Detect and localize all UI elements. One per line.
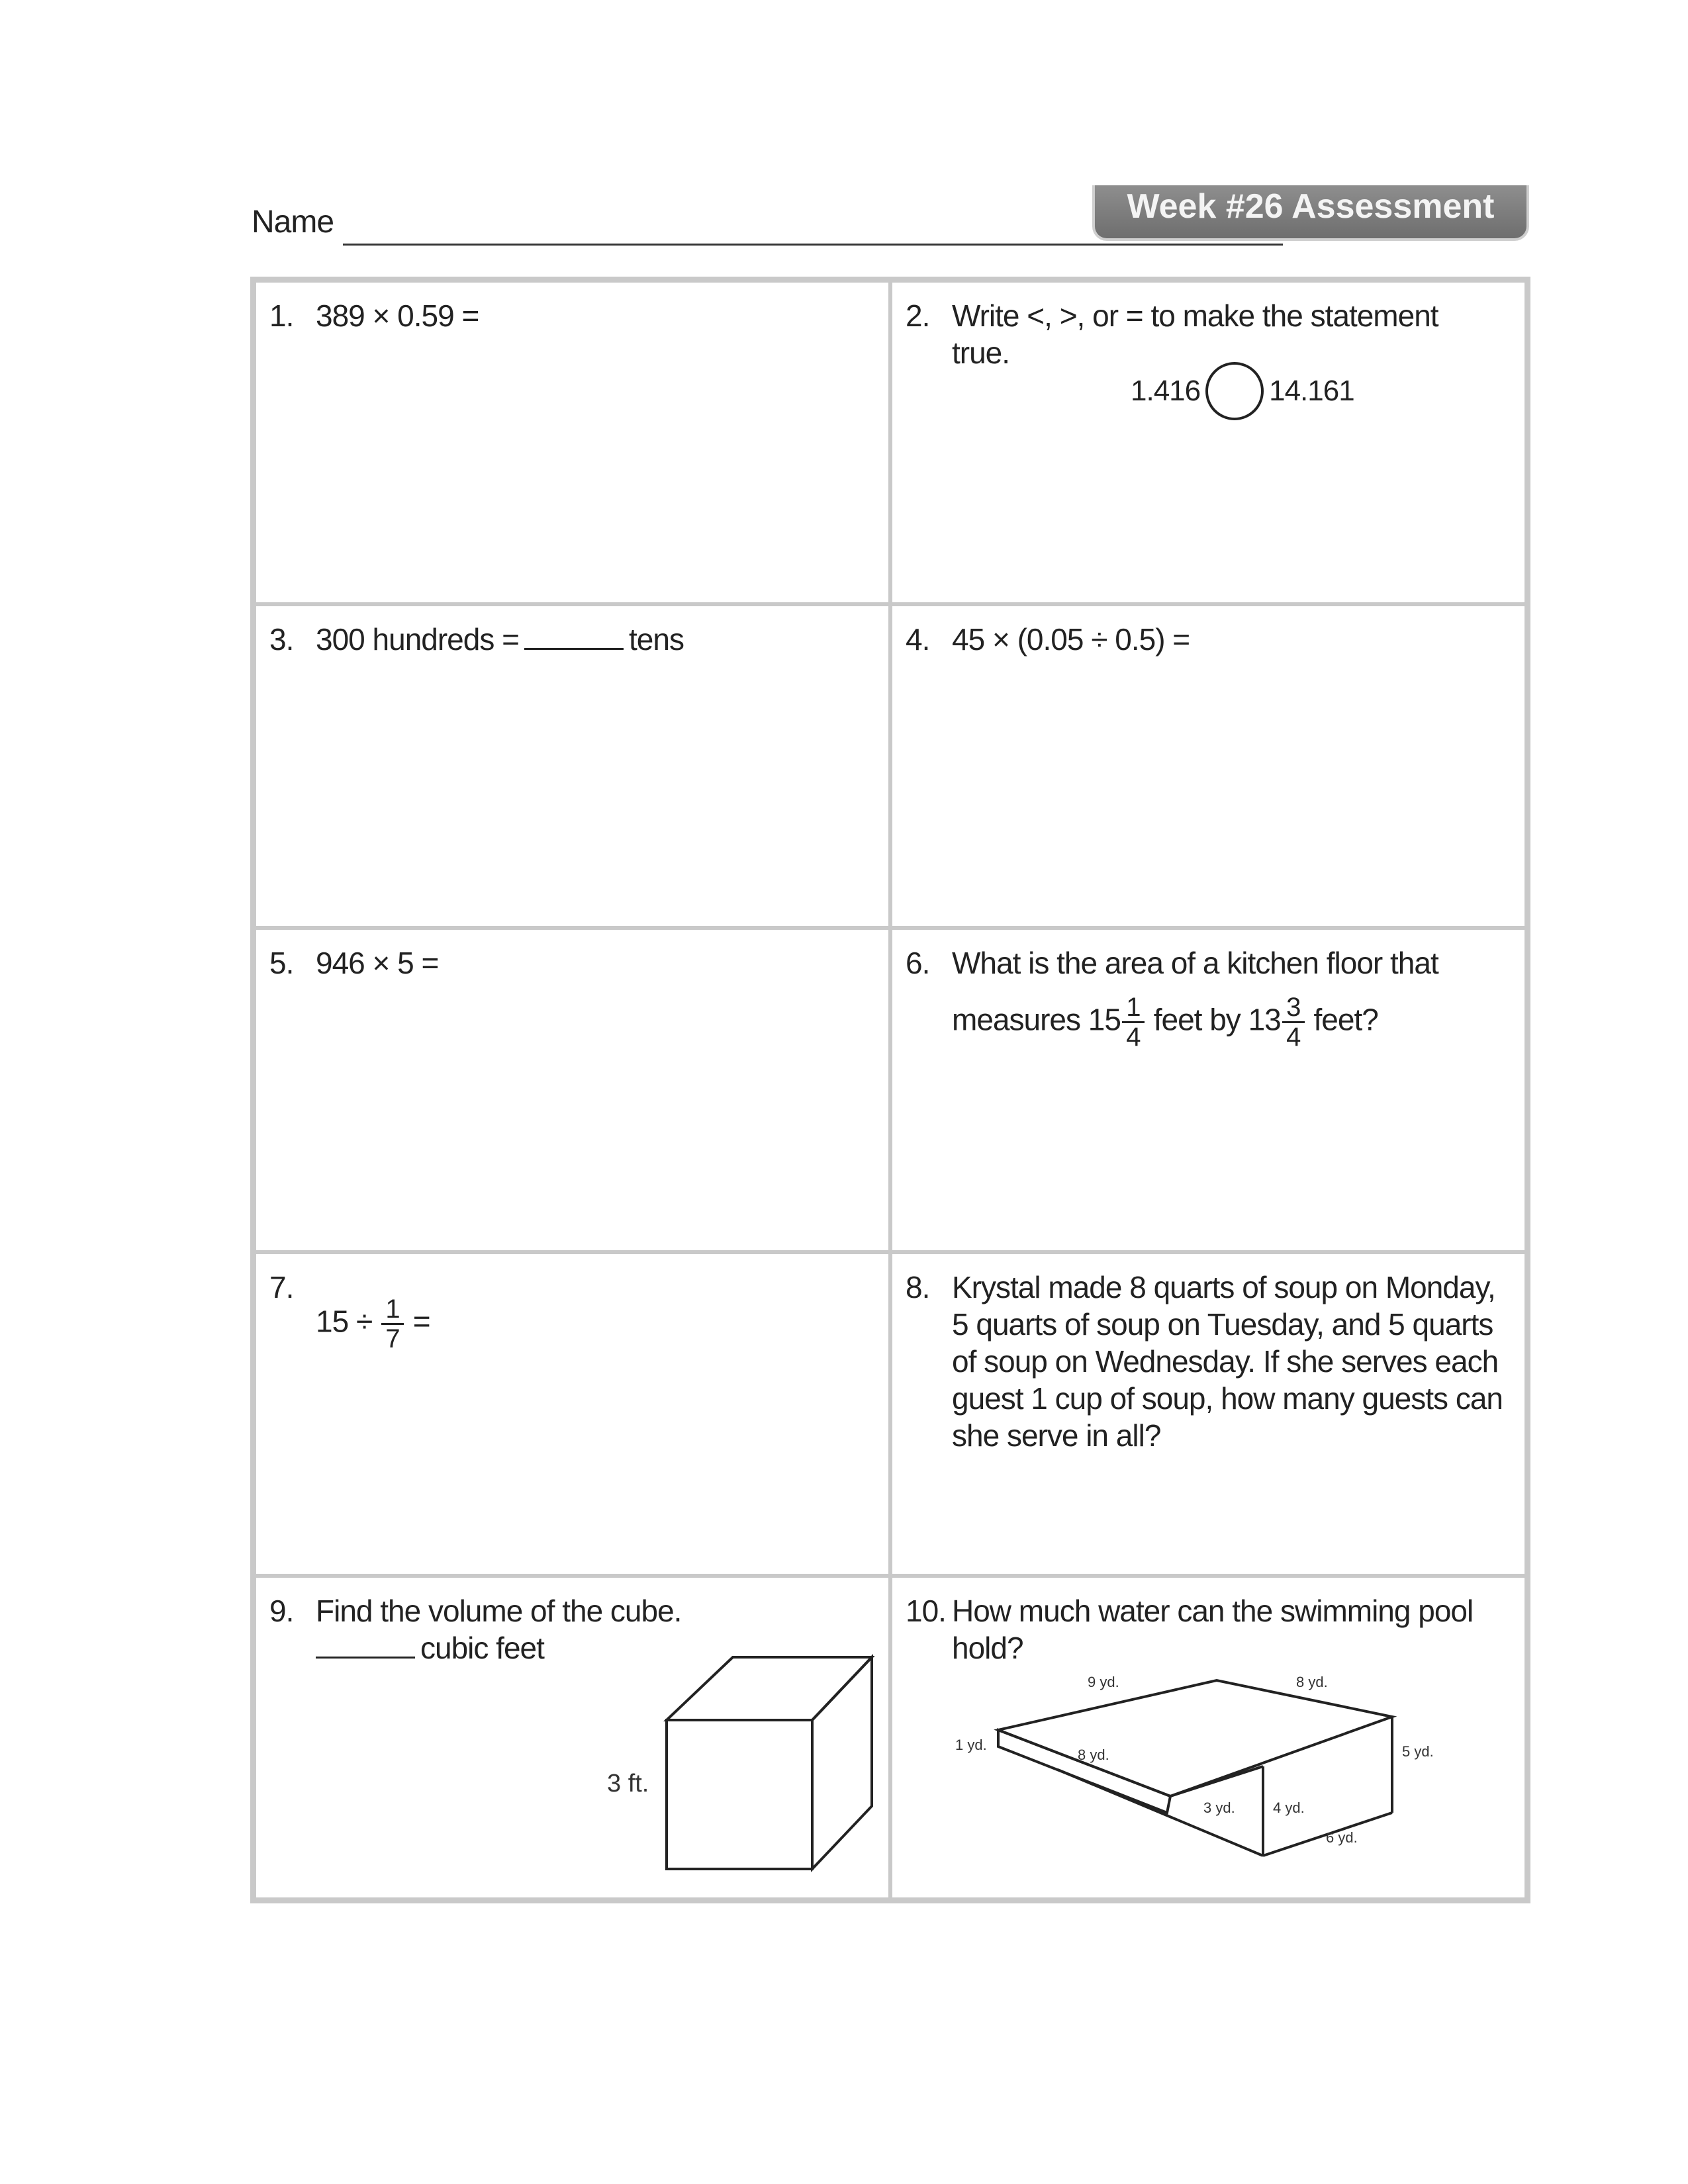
name-line[interactable] bbox=[343, 244, 1283, 246]
label-top-right: 8 yd. bbox=[1296, 1673, 1328, 1690]
label-bottom-b: 4 yd. bbox=[1273, 1799, 1305, 1816]
right-value: 14.161 bbox=[1269, 375, 1354, 407]
text-c: feet by 13 bbox=[1153, 1003, 1281, 1038]
question-1[interactable] bbox=[254, 281, 890, 604]
fraction-one-seventh bbox=[381, 1295, 404, 1353]
question-7[interactable] bbox=[254, 1252, 890, 1576]
question-number: 9. bbox=[269, 1593, 294, 1628]
question-number: 1. bbox=[269, 298, 294, 333]
unit-label: cubic feet bbox=[420, 1630, 544, 1665]
question-3[interactable] bbox=[254, 604, 890, 928]
question-text: Krystal made 8 quarts of soup on Monday, 5 quarts of soup on Tuesday, and 5 quarts of soup on Wednesday. If she serves each guest 1 cup of soup, how many guests can she serve in all? bbox=[952, 1269, 1503, 1453]
text-b: measures 15 bbox=[952, 1003, 1121, 1038]
question-number: 2. bbox=[906, 298, 930, 333]
question-number: 10. bbox=[906, 1593, 946, 1628]
label-bottom-c: 6 yd. bbox=[1326, 1829, 1358, 1846]
cube-side-face bbox=[812, 1657, 872, 1869]
question-8[interactable] bbox=[890, 1252, 1526, 1576]
fraction-numerator: 3 bbox=[1286, 993, 1301, 1023]
pool-step-edge bbox=[1170, 1766, 1263, 1796]
text-d: feet? bbox=[1313, 1003, 1378, 1038]
left-value: 1.416 bbox=[1131, 375, 1201, 407]
label-left-depth: 1 yd. bbox=[955, 1736, 987, 1753]
fraction-denominator: 7 bbox=[385, 1324, 400, 1353]
question-number: 6. bbox=[906, 946, 930, 981]
compare-circle[interactable] bbox=[1205, 362, 1264, 420]
question-5[interactable] bbox=[254, 928, 890, 1251]
question-text: 389 × 0.59 = bbox=[316, 298, 479, 333]
fraction-one-fourth bbox=[1122, 993, 1145, 1051]
fraction-denominator: 4 bbox=[1286, 1023, 1301, 1052]
question-text: Write <, >, or = to make the statement true. bbox=[952, 298, 1438, 370]
expression bbox=[316, 1295, 865, 1353]
text-before: 300 hundreds = bbox=[316, 622, 519, 657]
answer-blank[interactable] bbox=[524, 648, 624, 650]
cube-side-label: 3 ft. bbox=[607, 1769, 649, 1797]
fraction-numerator: 1 bbox=[1126, 993, 1141, 1023]
question-number: 5. bbox=[269, 946, 294, 981]
fraction-numerator: 1 bbox=[385, 1294, 400, 1324]
question-text: 946 × 5 = bbox=[316, 946, 439, 981]
question-grid bbox=[250, 277, 1530, 1903]
question-number: 4. bbox=[906, 622, 930, 657]
fraction-three-fourths bbox=[1282, 993, 1305, 1051]
pool-top-face bbox=[998, 1680, 1392, 1796]
label-right-depth: 5 yd. bbox=[1402, 1743, 1434, 1760]
week-badge: Week #26 Assessment bbox=[1092, 185, 1529, 241]
fraction-denominator: 4 bbox=[1126, 1023, 1141, 1052]
question-10[interactable] bbox=[890, 1576, 1526, 1899]
header bbox=[252, 185, 1529, 258]
expr-right: = bbox=[412, 1304, 430, 1339]
question-number: 8. bbox=[906, 1269, 930, 1304]
question-4[interactable] bbox=[890, 604, 1526, 928]
question-text bbox=[952, 944, 1501, 1051]
question-9[interactable] bbox=[254, 1576, 890, 1899]
label-inner: 8 yd. bbox=[1078, 1746, 1109, 1763]
cube-front-face bbox=[667, 1720, 812, 1869]
question-text: Find the volume of the cube. bbox=[316, 1593, 682, 1628]
label-bottom-a: 3 yd. bbox=[1203, 1799, 1235, 1816]
question-number: 3. bbox=[269, 622, 294, 657]
expr-left: 15 ÷ bbox=[316, 1304, 373, 1339]
pool-figure bbox=[892, 1578, 1526, 1899]
text-after: tens bbox=[629, 622, 684, 657]
question-6[interactable] bbox=[890, 928, 1526, 1251]
cube-figure bbox=[256, 1578, 890, 1899]
comparison-row bbox=[1131, 362, 1354, 420]
name-label: Name bbox=[252, 205, 334, 240]
question-text: 45 × (0.05 ÷ 0.5) = bbox=[952, 622, 1190, 657]
text-line-1: What is the area of a kitchen floor that bbox=[952, 946, 1438, 981]
text-line-2 bbox=[952, 993, 1501, 1051]
question-text bbox=[316, 621, 865, 658]
label-top-left: 9 yd. bbox=[1088, 1673, 1119, 1690]
question-number: 7. bbox=[269, 1269, 294, 1304]
pool-front-edge bbox=[998, 1730, 1170, 1813]
question-text: How much water can the swimming pool hold? bbox=[952, 1593, 1474, 1665]
question-2[interactable] bbox=[890, 281, 1526, 604]
